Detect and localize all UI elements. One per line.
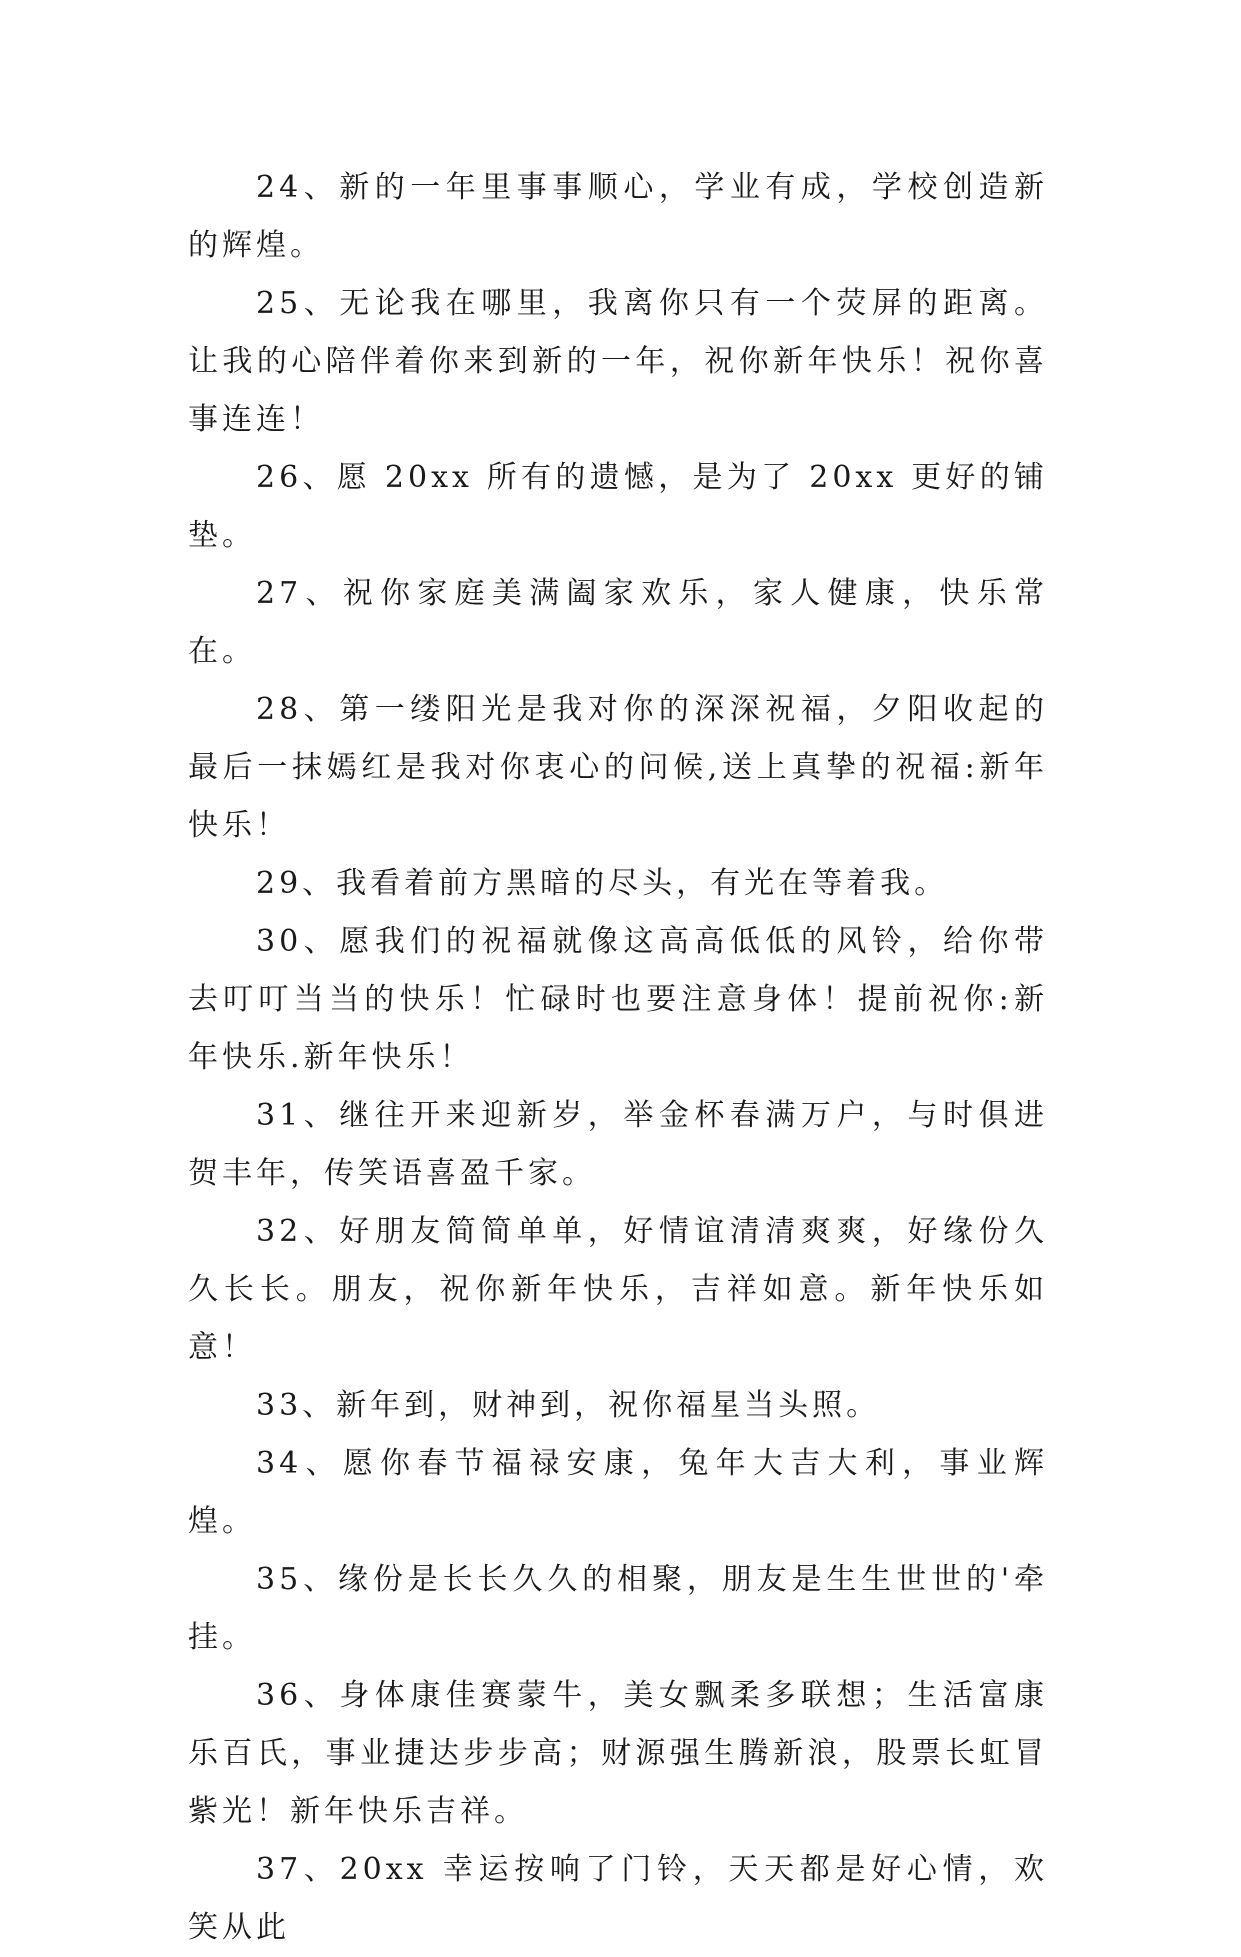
paragraph-29: 29、我看着前方黑暗的尽头，有光在等着我。 xyxy=(256,866,949,901)
paragraph-26: 26、愿 20xx 所有的遗憾，是为了 20xx 更好的铺垫。 xyxy=(188,460,1048,553)
paragraph-28: 28、第一缕阳光是我对你的深深祝福，夕阳收起的最后一抹嫣红是我对你衷心的问候,送上真挚的祝福:新年快乐！ xyxy=(188,692,1048,843)
paragraph-34: 34、愿你春节福禄安康，兔年大吉大利，事业辉煌。 xyxy=(188,1446,1048,1539)
paragraph-24: 24、新的一年里事事顺心，学业有成，学校创造新的辉煌。 xyxy=(188,170,1048,263)
paragraph-32: 32、好朋友简简单单，好情谊清清爽爽，好缘份久久长长。朋友，祝你新年快乐，吉祥如意。新年快乐如意！ xyxy=(188,1214,1048,1365)
paragraph-25: 25、无论我在哪里，我离你只有一个荧屏的距离。让我的心陪伴着你来到新的一年，祝你新年快乐！祝你喜事连连！ xyxy=(188,286,1048,437)
paragraph-27: 27、祝你家庭美满阖家欢乐，家人健康，快乐常在。 xyxy=(188,576,1048,669)
paragraph-36: 36、身体康佳赛蒙牛，美女飘柔多联想；生活富康乐百氏，事业捷达步步高；财源强生腾新浪，股票长虹冒紫光！新年快乐吉祥。 xyxy=(188,1678,1048,1829)
paragraph-31: 31、继往开来迎新岁，举金杯春满万户，与时俱进贺丰年，传笑语喜盈千家。 xyxy=(188,1098,1048,1191)
paragraph-35: 35、缘份是长长久久的相聚，朋友是生生世世的'牵挂。 xyxy=(188,1562,1048,1655)
paragraph-30: 30、愿我们的祝福就像这高高低低的风铃，给你带去叮叮当当的快乐！忙碌时也要注意身体！提前祝你:新年快乐.新年快乐！ xyxy=(188,924,1048,1075)
document-body xyxy=(188,159,1048,1957)
paragraph-33: 33、新年到，财神到，祝你福星当头照。 xyxy=(256,1388,881,1423)
paragraph-37: 37、20xx 幸运按响了门铃，天天都是好心情，欢笑从此 xyxy=(188,1852,1048,1945)
